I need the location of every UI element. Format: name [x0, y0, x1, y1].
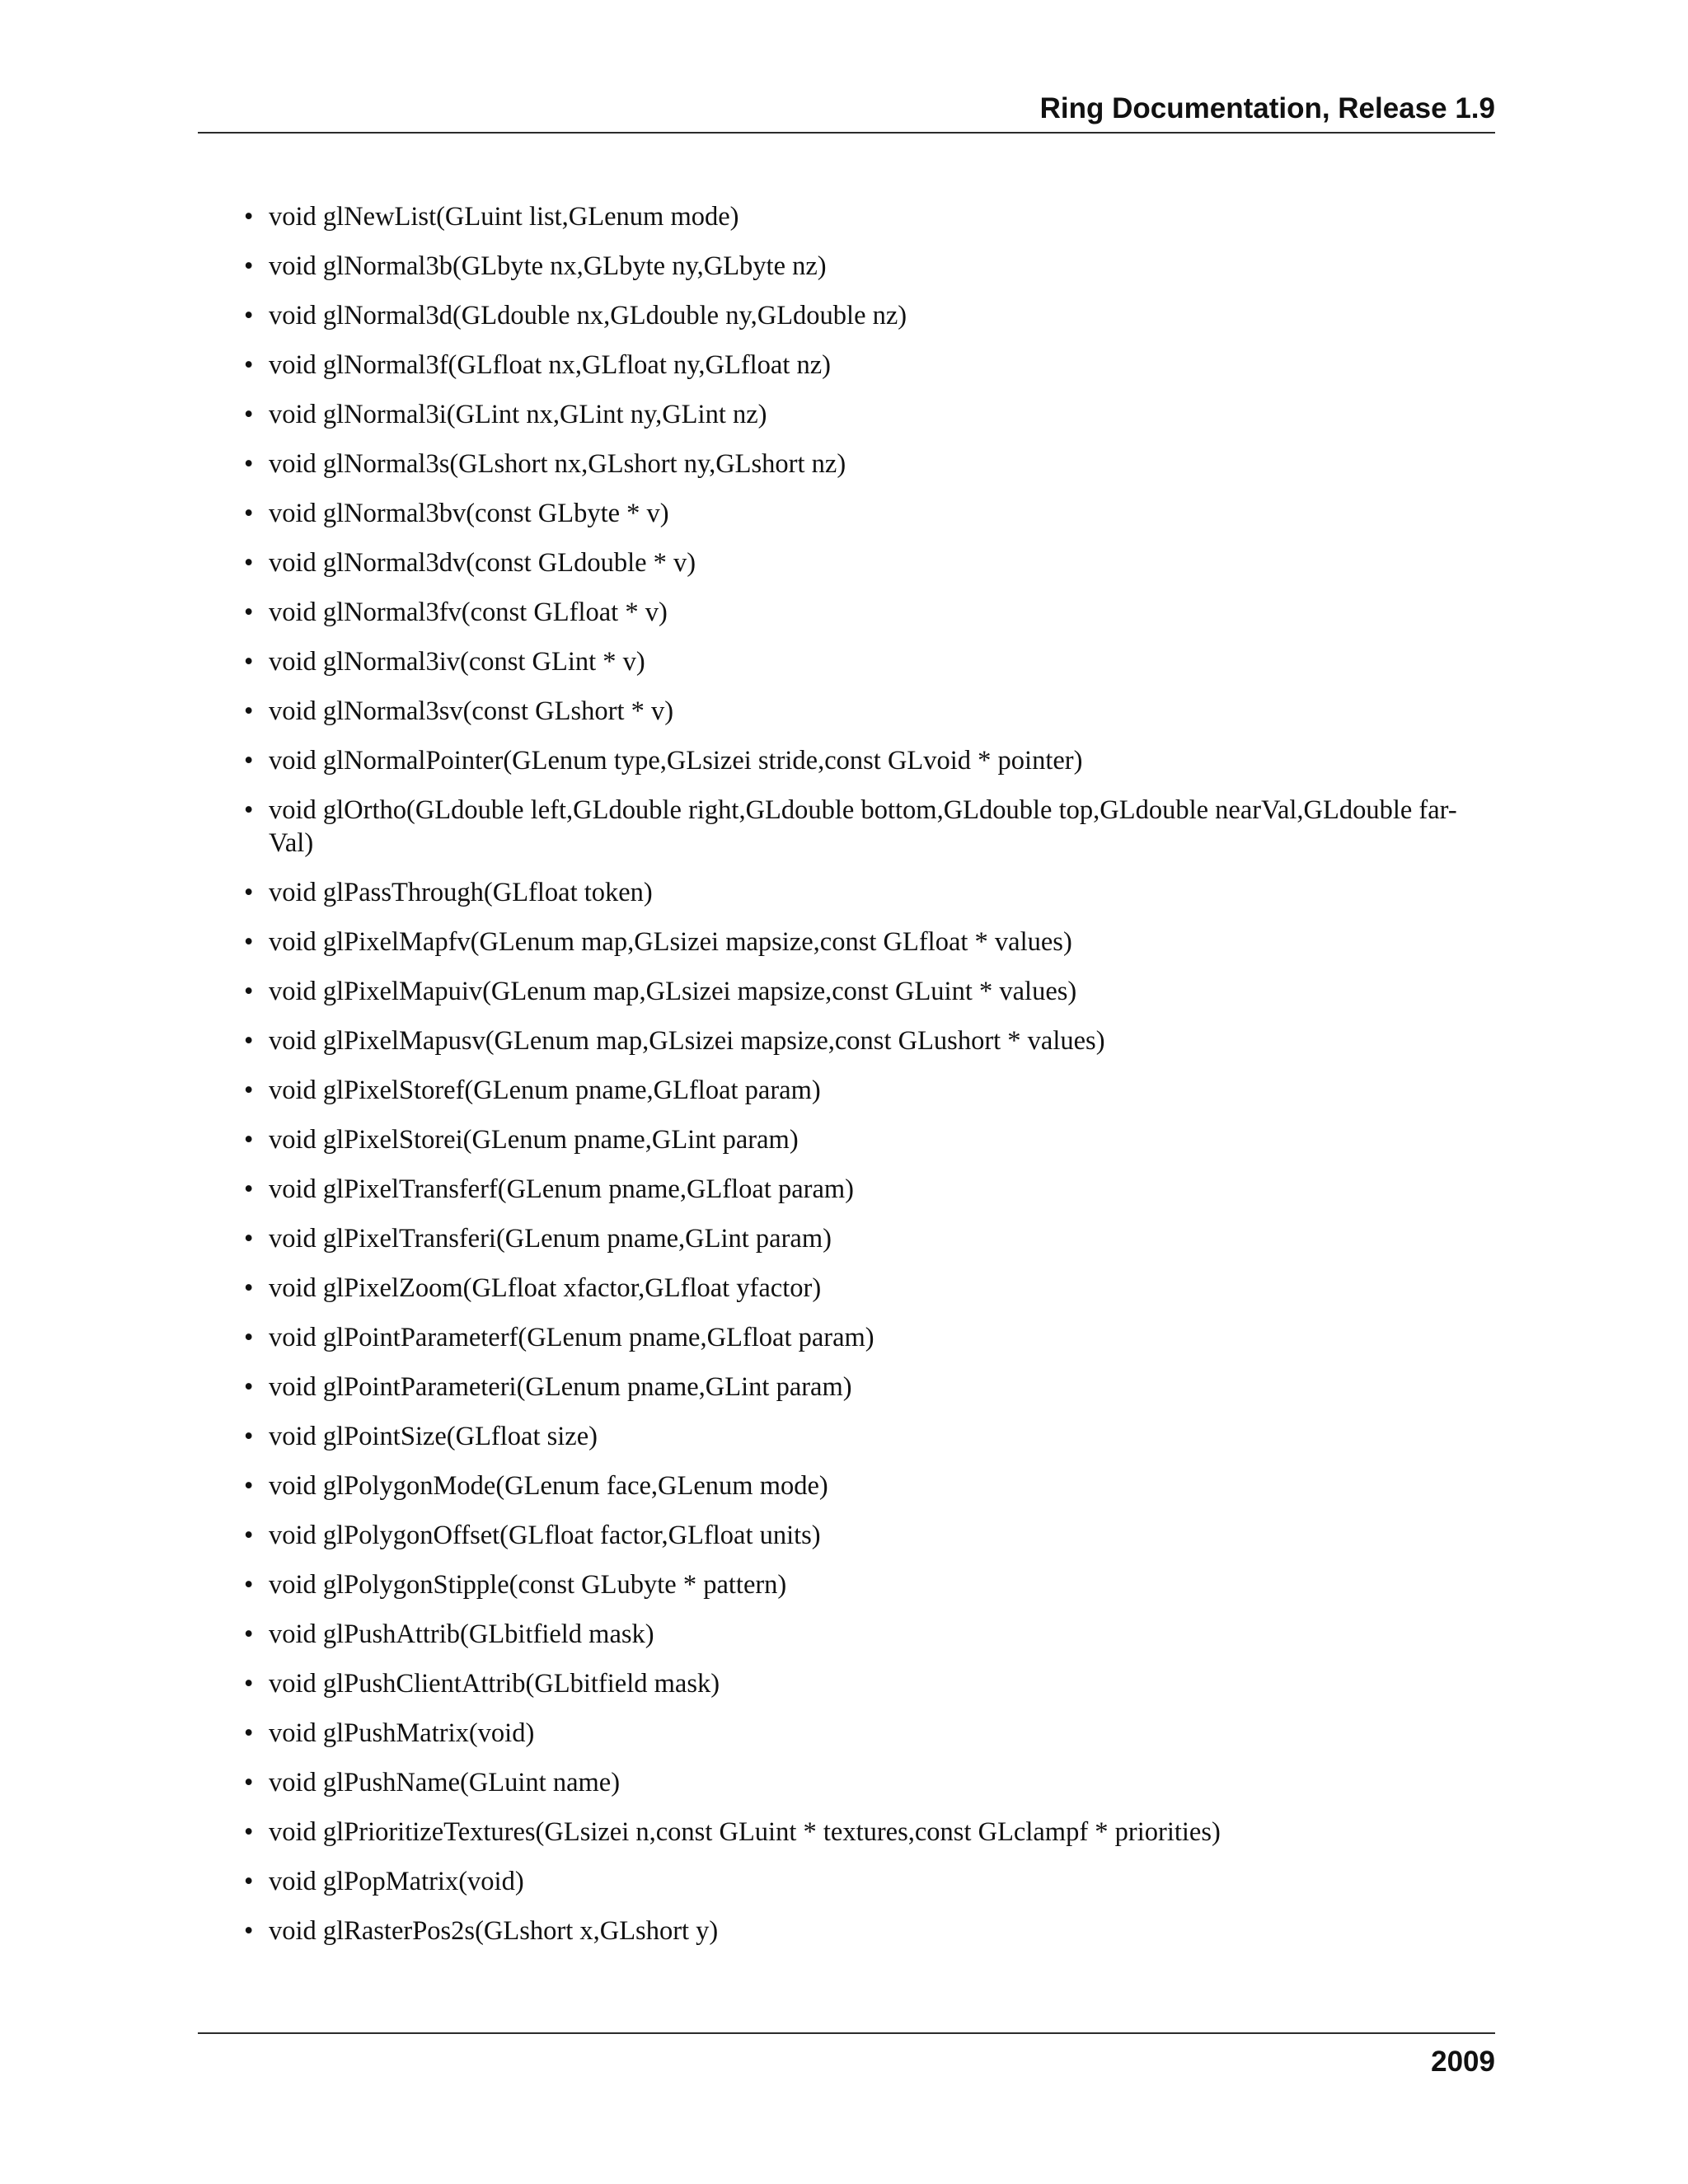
list-item-text: void glPixelMapuiv(GLenum map,GLsizei mapsize,const GLuint * values): [269, 977, 1077, 1006]
bullet-icon: •: [244, 1570, 254, 1600]
list-item: [244, 299, 1495, 332]
bullet-icon: •: [244, 1867, 254, 1896]
list-item: [244, 1667, 1495, 1700]
bullet-icon: •: [244, 795, 254, 825]
bullet-icon: •: [244, 878, 254, 907]
list-item: [244, 1321, 1495, 1354]
list-item-text: void glPolygonOffset(GLfloat factor,GLfloat units): [269, 1521, 821, 1550]
list-item-text: void glNormal3bv(const GLbyte * v): [269, 499, 669, 528]
list-item: [244, 695, 1495, 728]
list-item: [244, 1123, 1495, 1156]
list-item-text: void glNormal3sv(const GLshort * v): [269, 696, 674, 726]
list-item-text: void glOrtho(GLdouble left,GLdouble right,GLdouble bottom,GLdouble top,GLdouble nearVal,GLdouble far-Val): [269, 795, 1457, 858]
list-item: [244, 926, 1495, 958]
list-item: [244, 744, 1495, 777]
list-item: [244, 1024, 1495, 1057]
list-item-text: void glPushName(GLuint name): [269, 1768, 621, 1797]
list-item-text: void glPixelTransferi(GLenum pname,GLint param): [269, 1224, 832, 1254]
list-item: [244, 398, 1495, 431]
bullet-icon: •: [244, 1817, 254, 1847]
bullet-icon: •: [244, 499, 254, 528]
list-item: [244, 497, 1495, 530]
bullet-icon: •: [244, 1076, 254, 1105]
page-header: [198, 92, 1495, 134]
list-item: [244, 1816, 1495, 1849]
list-item-text: void glNormal3f(GLfloat nx,GLfloat ny,GLfloat nz): [269, 350, 832, 380]
list-item-text: void glPassThrough(GLfloat token): [269, 878, 653, 907]
bullet-icon: •: [244, 1125, 254, 1155]
bullet-icon: •: [244, 1669, 254, 1699]
list-item: [244, 1717, 1495, 1750]
list-item: [244, 1519, 1495, 1552]
bullet-icon: •: [244, 1273, 254, 1303]
bullet-icon: •: [244, 696, 254, 726]
list-item: [244, 349, 1495, 382]
list-item-text: void glPixelStorei(GLenum pname,GLint param): [269, 1125, 799, 1155]
list-item: [244, 1766, 1495, 1799]
page-footer: [198, 2032, 1495, 2078]
bullet-icon: •: [244, 1422, 254, 1451]
bullet-icon: •: [244, 548, 254, 578]
list-item: [244, 250, 1495, 283]
list-item: [244, 876, 1495, 909]
list-item: [244, 200, 1495, 233]
list-item: [244, 448, 1495, 480]
bullet-icon: •: [244, 1372, 254, 1402]
list-item-text: void glNormalPointer(GLenum type,GLsizei stride,const GLvoid * pointer): [269, 746, 1083, 776]
list-item-text: void glPushMatrix(void): [269, 1718, 535, 1748]
bullet-icon: •: [244, 1026, 254, 1056]
bullet-icon: •: [244, 350, 254, 380]
list-item: [244, 1420, 1495, 1453]
list-item-text: void glNormal3dv(const GLdouble * v): [269, 548, 696, 578]
list-item-text: void glPixelTransferf(GLenum pname,GLfloat param): [269, 1174, 855, 1204]
list-item: [244, 1915, 1495, 1947]
list-item-text: void glPrioritizeTextures(GLsizei n,const GLuint * textures,const GLclampf * priorities): [269, 1817, 1221, 1847]
list-item-text: void glPopMatrix(void): [269, 1867, 524, 1896]
bullet-icon: •: [244, 202, 254, 232]
list-item: [244, 1074, 1495, 1107]
bullet-icon: •: [244, 746, 254, 776]
list-item: [244, 1618, 1495, 1651]
bullet-icon: •: [244, 977, 254, 1006]
document-title: Ring Documentation, Release 1.9: [1039, 92, 1495, 124]
list-item-text: void glRasterPos2s(GLshort x,GLshort y): [269, 1916, 719, 1946]
list-item-text: void glNormal3b(GLbyte nx,GLbyte ny,GLbyte nz): [269, 251, 827, 281]
list-item-text: void glPixelMapfv(GLenum map,GLsizei mapsize,const GLfloat * values): [269, 927, 1072, 957]
bullet-icon: •: [244, 449, 254, 479]
list-item: [244, 1568, 1495, 1601]
bullet-icon: •: [244, 301, 254, 330]
list-item: [244, 1469, 1495, 1502]
list-item-text: void glNormal3iv(const GLint * v): [269, 647, 645, 677]
list-item-text: void glPixelZoom(GLfloat xfactor,GLfloat yfactor): [269, 1273, 822, 1303]
bullet-icon: •: [244, 400, 254, 429]
list-item: [244, 596, 1495, 629]
list-item-text: void glPixelStoref(GLenum pname,GLfloat param): [269, 1076, 821, 1105]
bullet-icon: •: [244, 598, 254, 627]
list-item-text: void glPushClientAttrib(GLbitfield mask): [269, 1669, 720, 1699]
list-item-text: void glPushAttrib(GLbitfield mask): [269, 1619, 654, 1649]
list-item: [244, 1272, 1495, 1305]
list-item: [244, 975, 1495, 1008]
list-item-text: void glPolygonStipple(const GLubyte * pattern): [269, 1570, 787, 1600]
bullet-icon: •: [244, 251, 254, 281]
bullet-icon: •: [244, 1224, 254, 1254]
list-item-text: void glNormal3d(GLdouble nx,GLdouble ny,GLdouble nz): [269, 301, 907, 330]
function-list: [244, 200, 1495, 1964]
page-number: 2009: [1431, 2046, 1495, 2078]
list-item-text: void glPointSize(GLfloat size): [269, 1422, 598, 1451]
bullet-icon: •: [244, 927, 254, 957]
list-item-text: void glNormal3s(GLshort nx,GLshort ny,GLshort nz): [269, 449, 846, 479]
list-item-text: void glNewList(GLuint list,GLenum mode): [269, 202, 739, 232]
bullet-icon: •: [244, 1768, 254, 1797]
list-item: [244, 645, 1495, 678]
bullet-icon: •: [244, 1916, 254, 1946]
bullet-icon: •: [244, 647, 254, 677]
list-item-text: void glPolygonMode(GLenum face,GLenum mode): [269, 1471, 828, 1501]
list-item-text: void glPixelMapusv(GLenum map,GLsizei mapsize,const GLushort * values): [269, 1026, 1105, 1056]
bullet-icon: •: [244, 1174, 254, 1204]
bullet-icon: •: [244, 1471, 254, 1501]
list-item: [244, 1173, 1495, 1206]
list-item: [244, 546, 1495, 579]
bullet-icon: •: [244, 1323, 254, 1352]
list-item: [244, 1865, 1495, 1898]
list-item: [244, 1222, 1495, 1255]
list-item-text: void glPointParameterf(GLenum pname,GLfloat param): [269, 1323, 874, 1352]
bullet-icon: •: [244, 1521, 254, 1550]
list-item-text: void glNormal3i(GLint nx,GLint ny,GLint nz): [269, 400, 767, 429]
list-item-text: void glPointParameteri(GLenum pname,GLint param): [269, 1372, 852, 1402]
list-item: [244, 1371, 1495, 1404]
list-item: [244, 794, 1495, 860]
list-item-text: void glNormal3fv(const GLfloat * v): [269, 598, 668, 627]
bullet-icon: •: [244, 1718, 254, 1748]
bullet-icon: •: [244, 1619, 254, 1649]
